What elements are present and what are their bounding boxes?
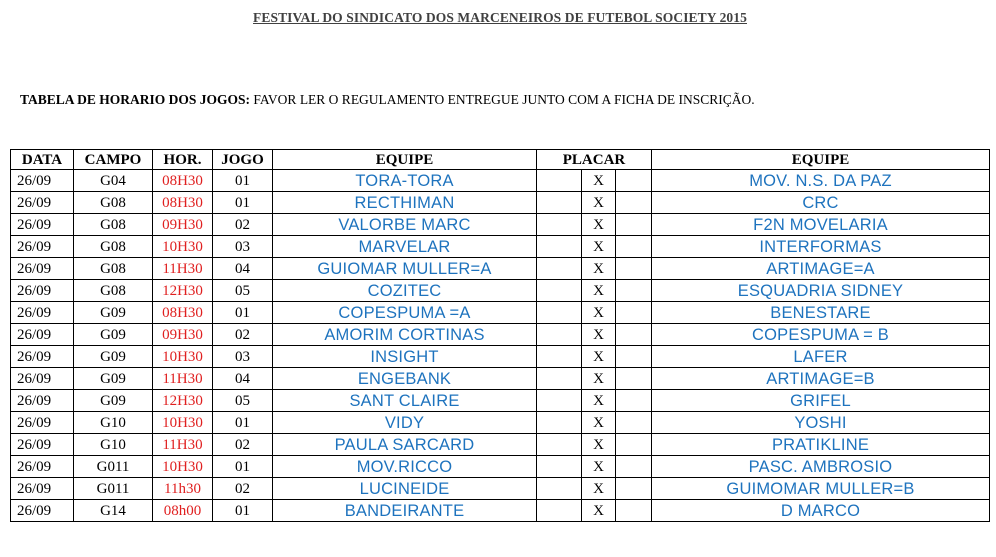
cell-team-home: BANDEIRANTE (273, 500, 537, 522)
table-row (11, 390, 990, 412)
cell-score-away (616, 280, 652, 302)
cell-hor: 11H30 (153, 258, 213, 280)
cell-versus: X (582, 258, 616, 280)
cell-hor: 10H30 (153, 236, 213, 258)
cell-data: 26/09 (11, 456, 74, 478)
cell-versus: X (582, 214, 616, 236)
cell-team-away: BENESTARE (652, 302, 990, 324)
cell-team-away: GUIMOMAR MULLER=B (652, 478, 990, 500)
cell-hor: 08H30 (153, 302, 213, 324)
cell-team-home: ENGEBANK (273, 368, 537, 390)
cell-score-away (616, 170, 652, 192)
cell-jogo: 03 (213, 236, 273, 258)
cell-score-away (616, 214, 652, 236)
cell-jogo: 02 (213, 478, 273, 500)
cell-team-home: VALORBE MARC (273, 214, 537, 236)
cell-versus: X (582, 236, 616, 258)
cell-score-home (537, 390, 582, 412)
table-row (11, 192, 990, 214)
cell-versus: X (582, 434, 616, 456)
cell-jogo: 01 (213, 500, 273, 522)
cell-score-away (616, 500, 652, 522)
cell-versus: X (582, 368, 616, 390)
cell-jogo: 05 (213, 280, 273, 302)
cell-campo: G08 (74, 192, 153, 214)
cell-jogo: 04 (213, 258, 273, 280)
cell-campo: G09 (74, 368, 153, 390)
cell-score-home (537, 368, 582, 390)
table-row (11, 368, 990, 390)
cell-hor: 08H30 (153, 170, 213, 192)
cell-data: 26/09 (11, 390, 74, 412)
table-header-row (11, 150, 990, 170)
cell-team-away: MOV. N.S. DA PAZ (652, 170, 990, 192)
cell-score-away (616, 456, 652, 478)
cell-campo: G10 (74, 434, 153, 456)
cell-team-home: MARVELAR (273, 236, 537, 258)
cell-jogo: 01 (213, 412, 273, 434)
cell-team-away: ARTIMAGE=A (652, 258, 990, 280)
table-row (11, 346, 990, 368)
cell-versus: X (582, 170, 616, 192)
cell-data: 26/09 (11, 280, 74, 302)
cell-score-home (537, 478, 582, 500)
cell-jogo: 02 (213, 324, 273, 346)
cell-team-home: AMORIM CORTINAS (273, 324, 537, 346)
table-row (11, 236, 990, 258)
cell-data: 26/09 (11, 324, 74, 346)
cell-versus: X (582, 412, 616, 434)
cell-versus: X (582, 302, 616, 324)
cell-score-home (537, 412, 582, 434)
cell-campo: G08 (74, 236, 153, 258)
cell-versus: X (582, 192, 616, 214)
table-body (11, 170, 990, 522)
cell-data: 26/09 (11, 346, 74, 368)
cell-data: 26/09 (11, 478, 74, 500)
cell-campo: G09 (74, 324, 153, 346)
table-row (11, 500, 990, 522)
cell-score-away (616, 258, 652, 280)
cell-score-away (616, 478, 652, 500)
cell-team-away: LAFER (652, 346, 990, 368)
cell-hor: 11H30 (153, 434, 213, 456)
cell-campo: G011 (74, 456, 153, 478)
table-row (11, 214, 990, 236)
subtitle-text: FAVOR LER O REGULAMENTO ENTREGUE JUNTO COM A FICHA DE INSCRIÇÃO. (250, 92, 755, 107)
cell-versus: X (582, 324, 616, 346)
cell-campo: G08 (74, 280, 153, 302)
subtitle-bold: TABELA DE HORARIO DOS JOGOS: (20, 92, 251, 107)
cell-team-away: PRATIKLINE (652, 434, 990, 456)
cell-versus: X (582, 346, 616, 368)
cell-jogo: 04 (213, 368, 273, 390)
cell-score-away (616, 412, 652, 434)
cell-team-home: COPESPUMA =A (273, 302, 537, 324)
cell-score-home (537, 324, 582, 346)
cell-team-away: YOSHI (652, 412, 990, 434)
cell-versus: X (582, 456, 616, 478)
cell-team-away: COPESPUMA = B (652, 324, 990, 346)
cell-campo: G04 (74, 170, 153, 192)
cell-jogo: 01 (213, 192, 273, 214)
cell-team-home: RECTHIMAN (273, 192, 537, 214)
cell-campo: G09 (74, 390, 153, 412)
cell-campo: G09 (74, 346, 153, 368)
cell-team-away: PASC. AMBROSIO (652, 456, 990, 478)
cell-score-home (537, 434, 582, 456)
table-row (11, 412, 990, 434)
cell-hor: 10H30 (153, 346, 213, 368)
cell-score-home (537, 214, 582, 236)
cell-campo: G08 (74, 258, 153, 280)
cell-jogo: 01 (213, 456, 273, 478)
cell-campo: G14 (74, 500, 153, 522)
cell-jogo: 01 (213, 170, 273, 192)
cell-jogo: 02 (213, 214, 273, 236)
cell-data: 26/09 (11, 258, 74, 280)
cell-team-home: SANT CLAIRE (273, 390, 537, 412)
header-placar: PLACAR (537, 150, 652, 170)
cell-team-away: ARTIMAGE=B (652, 368, 990, 390)
cell-campo: G011 (74, 478, 153, 500)
cell-hor: 10H30 (153, 456, 213, 478)
cell-team-home: COZITEC (273, 280, 537, 302)
cell-hor: 12H30 (153, 280, 213, 302)
table-row (11, 280, 990, 302)
cell-versus: X (582, 500, 616, 522)
cell-team-away: CRC (652, 192, 990, 214)
cell-team-home: INSIGHT (273, 346, 537, 368)
cell-data: 26/09 (11, 412, 74, 434)
schedule-subtitle (20, 92, 755, 108)
cell-hor: 12H30 (153, 390, 213, 412)
cell-hor: 09H30 (153, 324, 213, 346)
cell-team-away: ESQUADRIA SIDNEY (652, 280, 990, 302)
cell-score-home (537, 500, 582, 522)
cell-score-home (537, 456, 582, 478)
document-title: FESTIVAL DO SINDICATO DOS MARCENEIROS DE FUTEBOL SOCIETY 2015 (253, 10, 747, 25)
cell-team-away: GRIFEL (652, 390, 990, 412)
cell-team-away: INTERFORMAS (652, 236, 990, 258)
cell-jogo: 02 (213, 434, 273, 456)
cell-score-away (616, 434, 652, 456)
cell-versus: X (582, 478, 616, 500)
cell-team-away: D MARCO (652, 500, 990, 522)
cell-score-away (616, 390, 652, 412)
cell-data: 26/09 (11, 214, 74, 236)
cell-team-away: F2N MOVELARIA (652, 214, 990, 236)
cell-data: 26/09 (11, 192, 74, 214)
cell-score-home (537, 258, 582, 280)
cell-hor: 10H30 (153, 412, 213, 434)
header-jogo: JOGO (213, 150, 273, 170)
cell-score-home (537, 192, 582, 214)
table-row (11, 324, 990, 346)
cell-data: 26/09 (11, 170, 74, 192)
cell-hor: 11h30 (153, 478, 213, 500)
cell-team-home: PAULA SARCARD (273, 434, 537, 456)
cell-team-home: MOV.RICCO (273, 456, 537, 478)
cell-team-home: TORA-TORA (273, 170, 537, 192)
cell-team-home: VIDY (273, 412, 537, 434)
cell-score-home (537, 236, 582, 258)
cell-score-away (616, 324, 652, 346)
cell-score-away (616, 368, 652, 390)
cell-score-away (616, 236, 652, 258)
cell-score-away (616, 192, 652, 214)
schedule-table (10, 149, 990, 522)
header-equipe-2: EQUIPE (652, 150, 990, 170)
cell-data: 26/09 (11, 500, 74, 522)
cell-jogo: 03 (213, 346, 273, 368)
cell-data: 26/09 (11, 236, 74, 258)
cell-campo: G10 (74, 412, 153, 434)
cell-score-home (537, 346, 582, 368)
cell-team-home: LUCINEIDE (273, 478, 537, 500)
table-row (11, 258, 990, 280)
cell-score-home (537, 302, 582, 324)
cell-hor: 08h00 (153, 500, 213, 522)
cell-score-home (537, 170, 582, 192)
table-row (11, 302, 990, 324)
cell-hor: 11H30 (153, 368, 213, 390)
header-equipe-1: EQUIPE (273, 150, 537, 170)
cell-hor: 08H30 (153, 192, 213, 214)
cell-data: 26/09 (11, 302, 74, 324)
cell-campo: G09 (74, 302, 153, 324)
cell-jogo: 05 (213, 390, 273, 412)
table-row (11, 170, 990, 192)
cell-score-away (616, 346, 652, 368)
header-campo: CAMPO (74, 150, 153, 170)
table-row (11, 456, 990, 478)
cell-data: 26/09 (11, 434, 74, 456)
cell-jogo: 01 (213, 302, 273, 324)
table-row (11, 478, 990, 500)
cell-versus: X (582, 280, 616, 302)
cell-data: 26/09 (11, 368, 74, 390)
cell-team-home: GUIOMAR MULLER=A (273, 258, 537, 280)
cell-hor: 09H30 (153, 214, 213, 236)
cell-versus: X (582, 390, 616, 412)
table-row (11, 434, 990, 456)
cell-score-home (537, 280, 582, 302)
header-data: DATA (11, 150, 74, 170)
header-hor: HOR. (153, 150, 213, 170)
cell-campo: G08 (74, 214, 153, 236)
cell-score-away (616, 302, 652, 324)
